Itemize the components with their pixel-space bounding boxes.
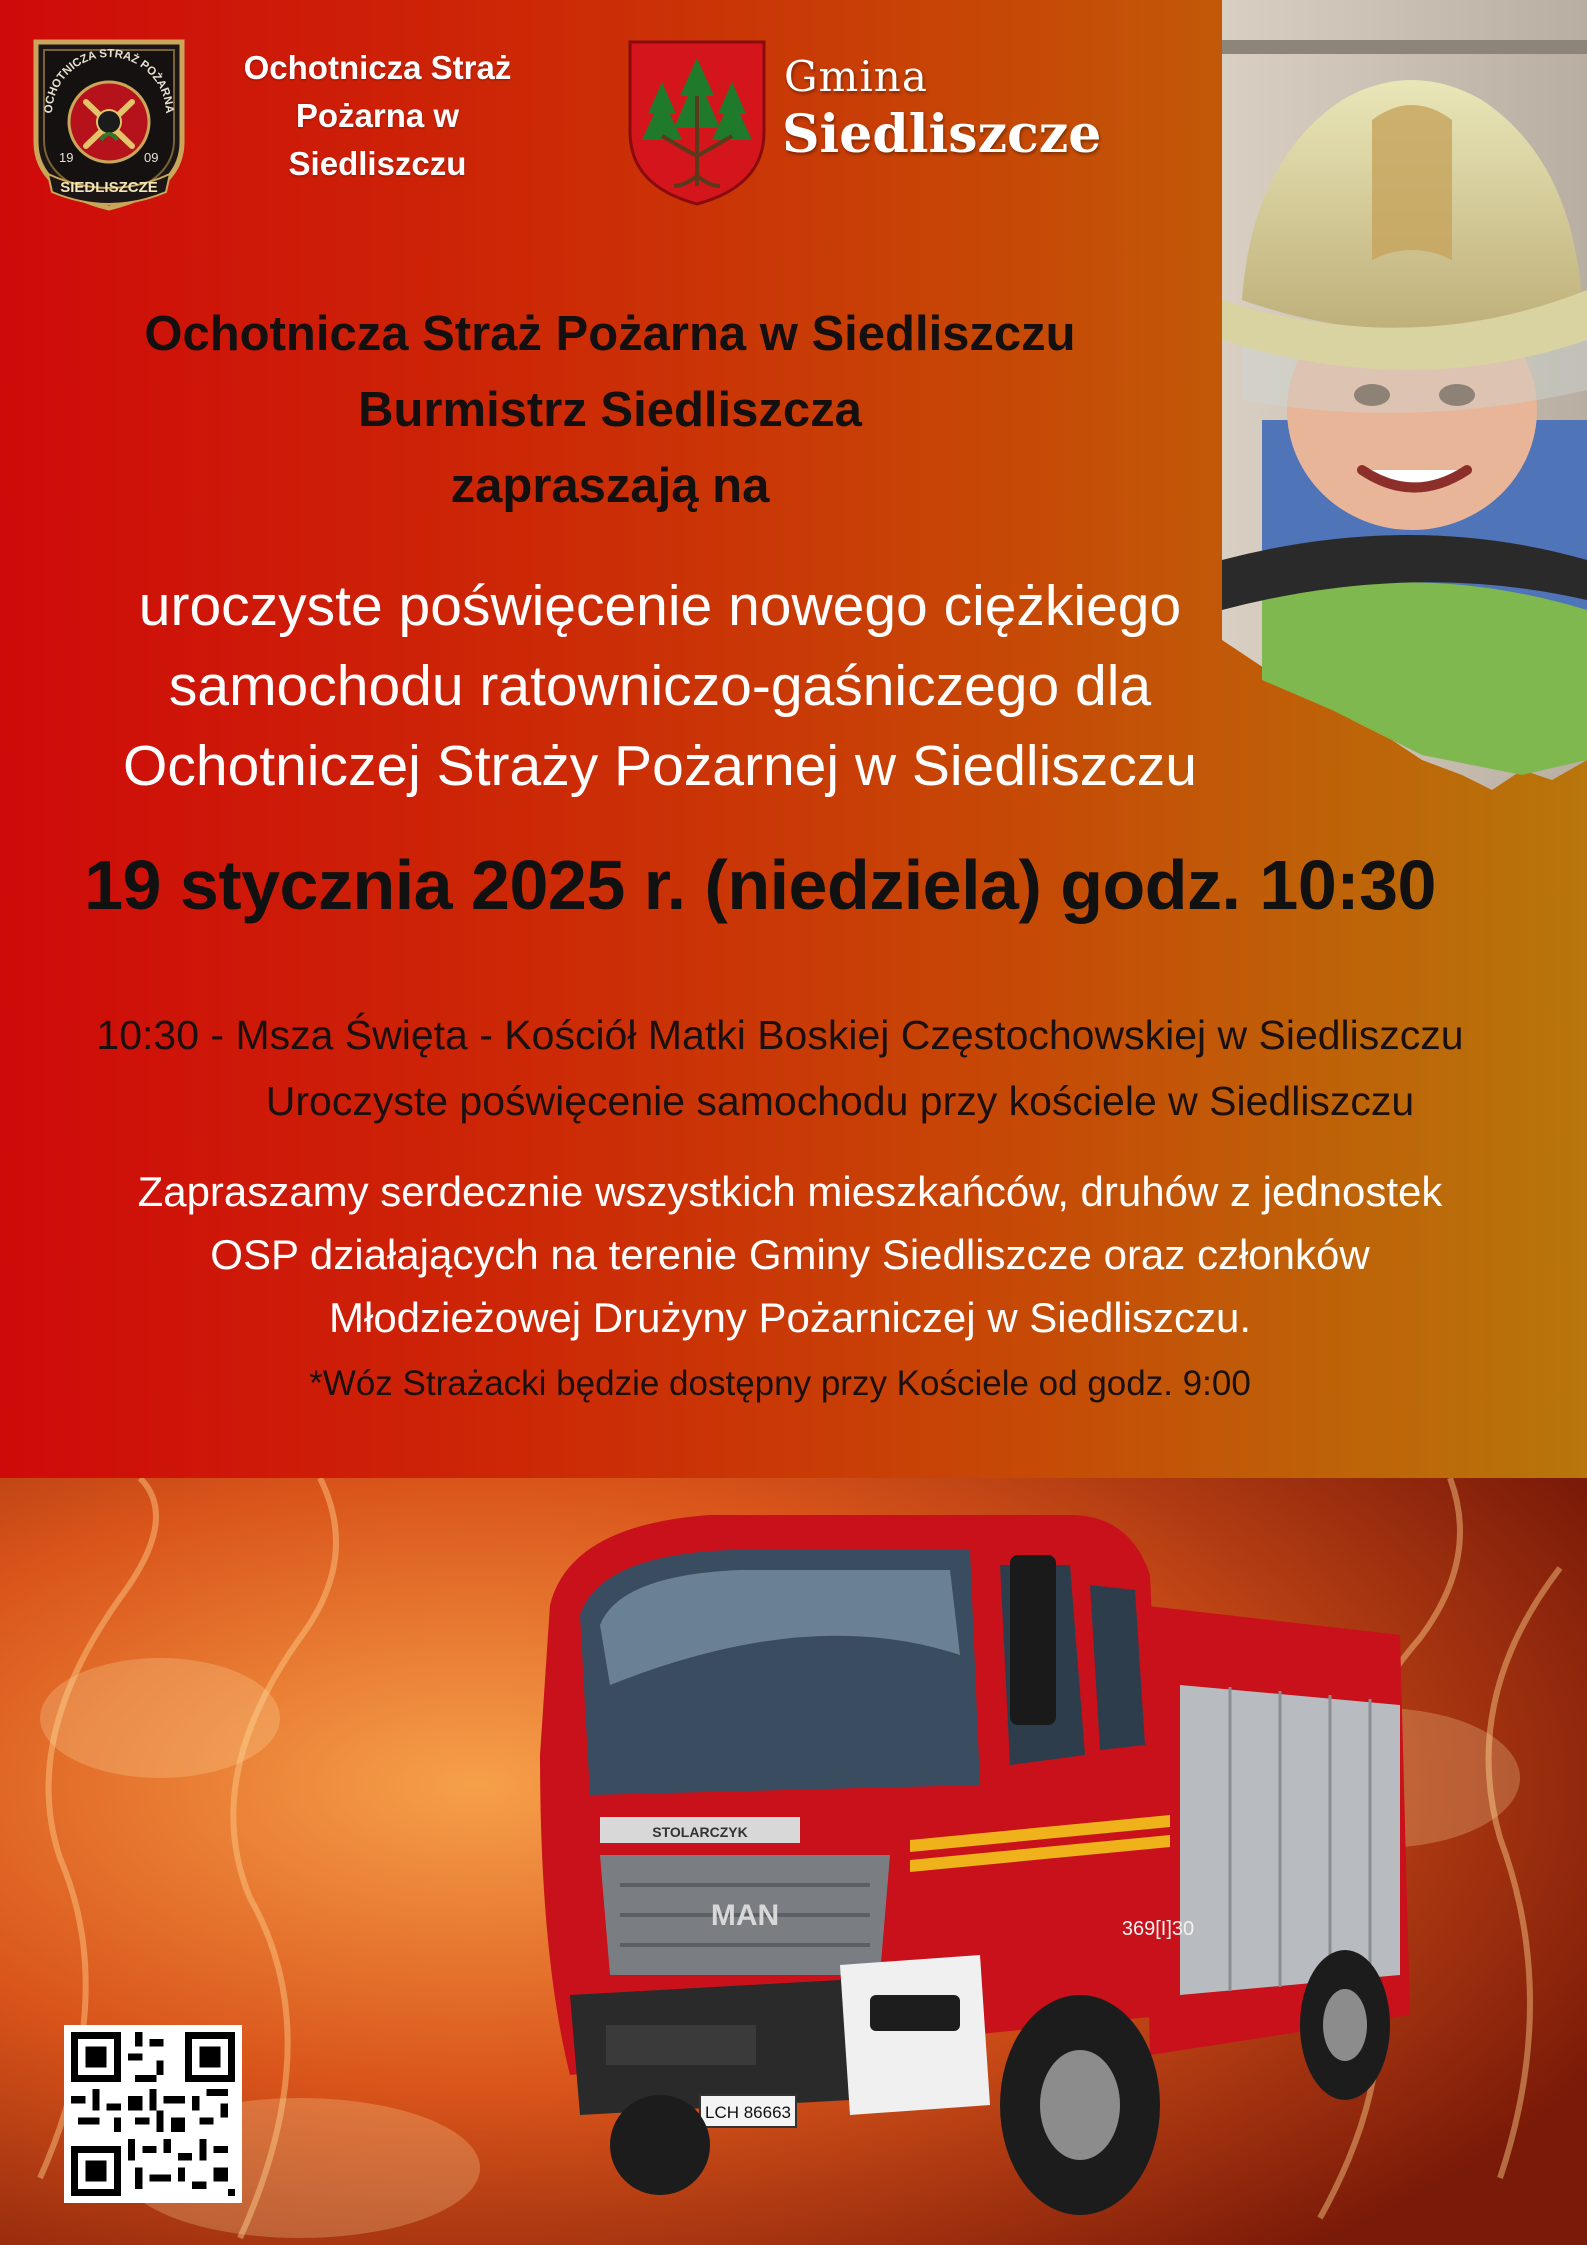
event-title-line: Ochotniczej Straży Pożarnej w Siedliszczu <box>123 734 1197 798</box>
organizer-line: Burmistrz Siedliszcza <box>358 383 862 437</box>
osp-name-line: Pożarna w <box>295 97 460 134</box>
invitation-line: Zapraszamy serdecznie wszystkich mieszkańców, druhów z jednostek <box>137 1168 1443 1215</box>
osp-name-line: Siedliszczu <box>288 145 467 182</box>
event-title-line: uroczyste poświęcenie nowego ciężkiego <box>138 574 1182 638</box>
event-title-line: samochodu ratowniczo-gaśniczego dla <box>168 654 1152 718</box>
organizer-line: zapraszają na <box>450 459 770 513</box>
schedule-line: 10:30 - Msza Święta - Kościół Matki Boskiej Częstochowskiej w Siedliszczu <box>96 1012 1464 1058</box>
badge-year-left: 19 <box>59 150 74 165</box>
invitation-line: Młodzieżowej Drużyny Pożarniczej w Siedliszczu. <box>329 1294 1251 1341</box>
qr-code[interactable] <box>64 2025 242 2203</box>
truck-unit-number: 369[I]30 <box>1121 1918 1195 1940</box>
schedule-line: Uroczyste poświęcenie samochodu przy kościele w Siedliszczu <box>265 1078 1415 1124</box>
organizers-block <box>60 296 1160 524</box>
badge-ring-text: OCHOTNICZA STRAŻ POŻARNA <box>42 47 176 114</box>
invitation-line: OSP działających na terenie Gminy Siedliszcze oraz członków <box>210 1231 1370 1278</box>
gmina-name: Siedliszcze <box>782 104 1102 165</box>
truck-grille-brand: MAN <box>710 1899 780 1932</box>
badge-banner-text: SIEDLISZCZE <box>60 179 158 196</box>
organizer-line: Ochotnicza Straż Pożarna w Siedliszczu <box>144 307 1076 361</box>
badge-year-right: 09 <box>144 150 159 165</box>
gmina-crest-logo <box>624 36 770 208</box>
osp-name-heading <box>205 44 550 188</box>
schedule-block <box>0 1002 1587 1134</box>
invitation-text <box>30 1160 1550 1349</box>
event-date: 19 stycznia 2025 r. (niedziela) godz. 10:30 <box>84 846 1436 924</box>
availability-note: *Wóz Strażacki będzie dostępny przy Kościele od godz. 9:00 <box>309 1364 1251 1403</box>
osp-badge-logo <box>26 22 192 212</box>
gmina-label: Gmina <box>784 52 928 101</box>
event-title-block <box>40 566 1280 806</box>
truck-plate-text: LCH 86663 <box>704 2103 792 2122</box>
fire-truck-image <box>510 1455 1430 2245</box>
truck-bar-text: STOLARCZYK <box>652 1824 748 1840</box>
osp-name-line: Ochotnicza Straż <box>243 49 512 86</box>
